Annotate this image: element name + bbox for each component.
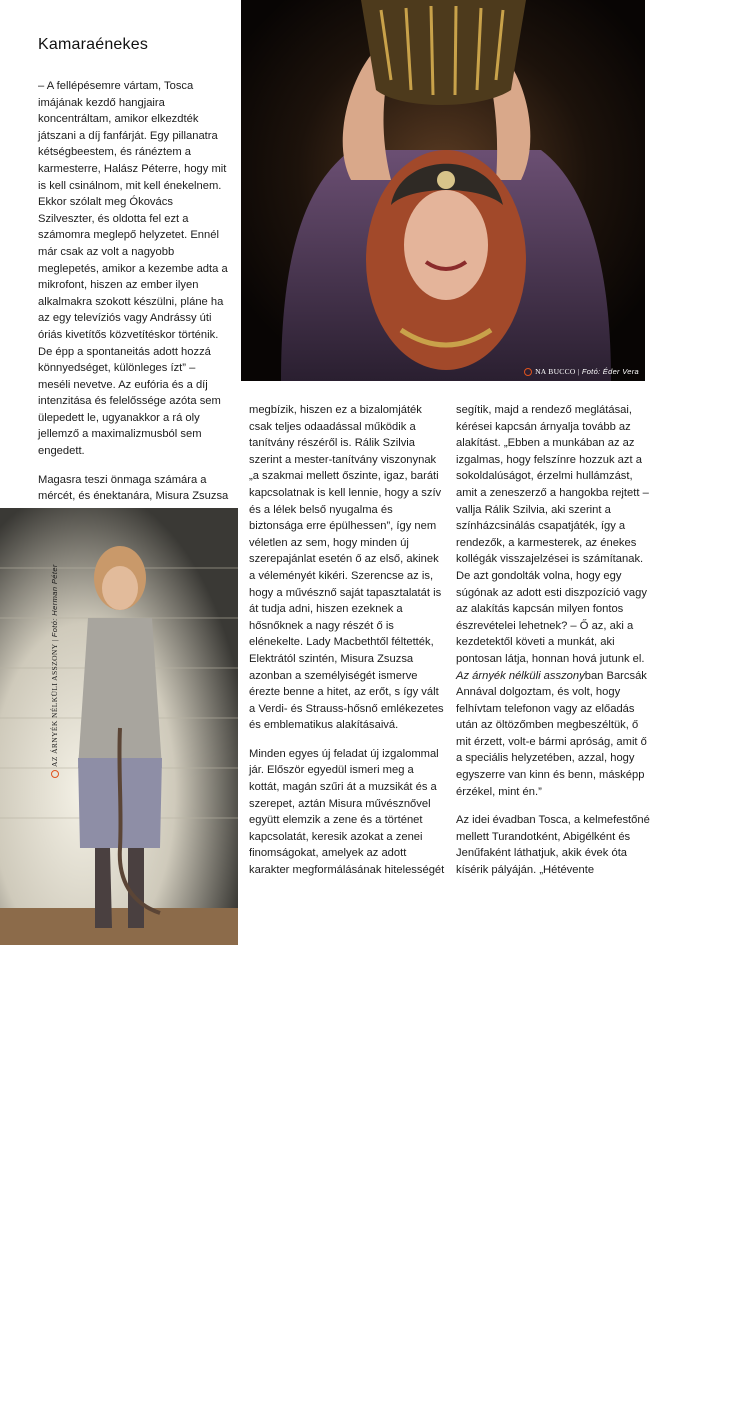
caption-ring-icon — [51, 770, 59, 778]
paragraph: Minden egyes új feladat új izgalommal jár. Először egyedül ismeri meg a kottát, magán szűri át a muzsikát és a szerepet, aztán Misura művésznővel együtt elemzik a zene és a történet kapcsolatát, keresik azokat a zenei finomságokat, amelyek az adott karakter megformálásának hitelességét — [249, 747, 445, 877]
section-title: Kamaraénekes — [38, 36, 149, 53]
text-run: ban Barcsák Annával dolgoztam, és volt, hogy felhívtam telefonon vagy az előadás után az öltözőmben megbeszéltük, ő mit érzett, volt-e bármi apróság, amit ő a speciális helyzetében, azzal, hogy egyszerre van kinn és benn, másképp érzékel, mint én.” — [456, 669, 647, 798]
paragraph: Magasra teszi önmaga számára a mércét, és énektanára, Misura Zsuzsa — [38, 473, 229, 503]
article-column-3 — [456, 402, 652, 879]
paragraph: megbízik, hiszen ez a bizalomjáték csak teljes odaadással működik a tanítvány részéről is. Rálik Szilvia szerint a mester-tanítvány viszonynak „a szakmai mellett őszinte, igaz, baráti kapcsolatnak is kell lennie, hogy a szív és a lélek belső nyugalma és biztonsága erre épülhessen”, így nem véletlen az sem, hogy minden új szerepajánlat esetén ő az első, akinek a véleményét kikéri. Szerencse az is, hogy a művésznő saját tapasztalatát is át tudja adni, hiszen ezeknek a hősnőknek a nagy részét ő is elénekelte. Lady Macbethtől féltették, Elektrától szintén, Misura Zsuzsa azonban a személyiségét ismerve érezte benne a hitet, az erőt, s így vált a Verdi- és Strauss-hősnő emlékezetes és emblematikus alakításaivá. — [249, 404, 444, 732]
photo-credit: Fotó: Herman Péter — [50, 564, 59, 638]
nabucco-photo — [241, 0, 645, 381]
caption-title: AZ ÁRNYÉK NÉLKÜLI ASSZONY — [50, 643, 59, 767]
caption-title: NA BUCCO — [535, 366, 576, 376]
photo-caption — [524, 367, 639, 376]
caption-separator: | — [577, 366, 580, 376]
photo-caption — [50, 564, 59, 778]
paragraph — [456, 402, 652, 800]
photo-credit: Fotó: Éder Vera — [581, 366, 639, 376]
shadowless-woman-illustration — [0, 508, 238, 945]
paragraph: Az idei évadban Tosca, a kelmefestőné mellett Turandotként, Abigélként és Jenűfaként láthatjuk, akik évek óta kísérik pályáján. „Hétévente — [456, 814, 650, 877]
page-number: 40 — [38, 1414, 50, 1425]
paragraph: – A fellépésemre vártam, Tosca imájának kezdő hangjaira koncentráltam, amikor elkezdték játszani a díj fanfárját. Egy pillanatra kétségbeestem, és ránéztem a karmesterre, Halász Péterre, hogy mit is kell csinálnom, mit kell énekelnem. Ekkor szólalt meg Ókovács Szilveszter, és oldotta fel ezt a számomra meglepő helyzetet. Ennél már csak az volt a nagyobb meglepetés, amikor a kezembe adta a mikrofont, hiszen az ember ilyen alkalmakra szokott készülni, pláne ha az egy televíziós vagy Andrássy úti óriás kivetítős közvetítéskor történik. De épp a spontaneitás adott hozzá könnyedséget, különleges ízt” – meséli nevetve. Az eufória és a díj intenzitása és felelőssége azóta sem ülepedett le, ugyanakkor a rá oly jellemző a maximalizmusból sem engedett. — [38, 80, 228, 458]
text-run: segítik, majd a rendező meglátásai, kérései kapcsán árnyalja tovább az alakítást. „Ebben a munkában az az izgalmas, hogy felszínre hozzuk azt a sokoldalúságot, érzelmi hullámzást, amit a zeneszerző a hangokba rejtett – vallja Rálik Szilvia, aki szerint a színházcsinálás csapatjáték, így a rendezők, a karmesterek, az énekes kollégák visszajelzései is számítanak. De azt gondolták volna, hogy egy súgónak az adott esti diszpozíció vagy az alakítás kapcsán milyen fontos észrevételei lehetnek? – Ő az, aki a kezdetektől követi a munkát, aki pontosan látja, honnan hová jutunk el. — [456, 404, 649, 665]
shadowless-woman-photo — [0, 508, 238, 1425]
nabucco-illustration — [241, 0, 645, 381]
article-column-2 — [249, 402, 445, 879]
caption-ring-icon — [524, 368, 532, 376]
opera-title: Az árnyék nélküli asszony — [456, 669, 585, 682]
caption-separator: | — [50, 639, 59, 642]
article-column-1 — [38, 78, 230, 533]
